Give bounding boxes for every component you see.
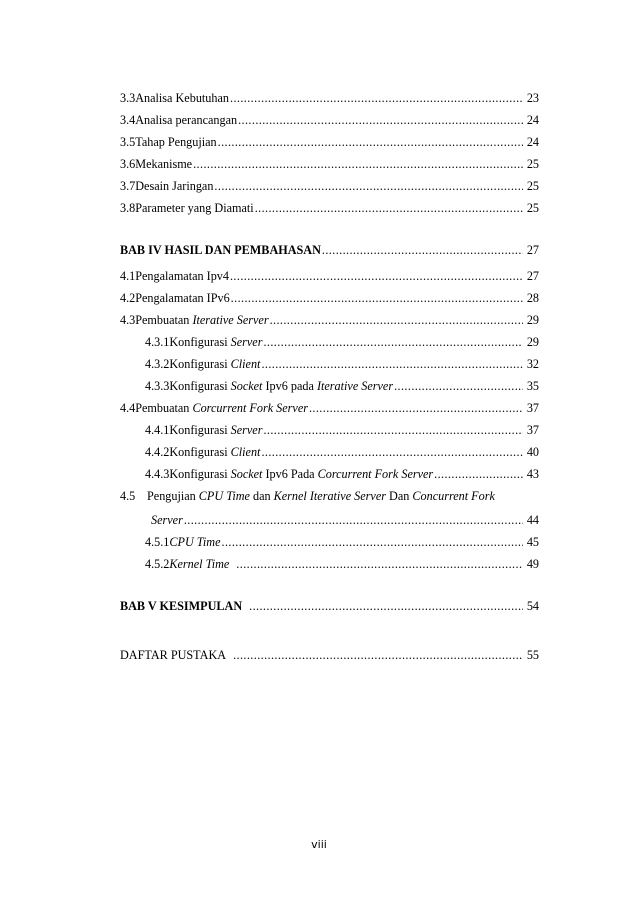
toc-leader xyxy=(270,311,523,329)
toc-title-italic: Server xyxy=(230,335,263,349)
toc-leader xyxy=(230,89,523,107)
toc-leader xyxy=(233,646,523,664)
toc-title-italic: CPU Time xyxy=(198,489,250,503)
toc-page: 37 xyxy=(526,401,539,415)
toc-title: BAB V KESIMPULAN xyxy=(120,599,243,613)
toc-leader xyxy=(322,241,523,259)
toc-title: Tahap Pengujian xyxy=(135,135,217,149)
toc-number: 4.4.2 xyxy=(145,445,170,459)
toc-entry-3-8[interactable] xyxy=(120,199,539,217)
toc-page: 24 xyxy=(526,135,539,149)
toc-title xyxy=(169,421,262,439)
toc-title xyxy=(169,465,433,483)
toc-title: Desain Jaringan xyxy=(135,179,214,193)
toc-title: Pengalamatan IPv6 xyxy=(135,291,230,305)
toc-title: Mekanisme xyxy=(135,157,193,171)
toc-title-italic: Concurrent Fork xyxy=(412,489,495,503)
toc-number: 4.4.3 xyxy=(145,467,170,481)
toc-title: CPU Time xyxy=(169,535,221,549)
toc-title xyxy=(169,377,393,395)
toc-entry-4-4-3[interactable] xyxy=(145,465,539,483)
toc-title-italic: Corcurrent Fork Server xyxy=(317,467,434,481)
toc-entry-4-3[interactable] xyxy=(120,311,539,329)
toc-number: 4.2 xyxy=(120,291,136,305)
toc-title-italic: Client xyxy=(230,357,261,371)
toc-page: 54 xyxy=(526,599,539,613)
toc-entry-4-5[interactable] xyxy=(120,487,495,505)
toc-page: 27 xyxy=(526,269,539,283)
toc-page: 25 xyxy=(526,201,539,215)
toc-leader xyxy=(263,421,523,439)
toc-title-part: Pembuatan xyxy=(135,313,193,327)
toc-title-italic: Client xyxy=(230,445,261,459)
toc-leader xyxy=(261,355,523,373)
toc-leader xyxy=(249,597,523,615)
toc-title-part: Konfigurasi xyxy=(169,335,231,349)
toc-number: 4.4 xyxy=(120,401,136,415)
toc-entry-4-5-1[interactable] xyxy=(145,533,539,551)
toc-page: 25 xyxy=(526,157,539,171)
toc-number: 4.3 xyxy=(120,313,136,327)
toc-leader xyxy=(214,177,523,195)
toc-title xyxy=(169,333,262,351)
toc-leader xyxy=(236,555,523,573)
toc-number: 3.4 xyxy=(120,113,136,127)
toc-leader xyxy=(238,111,523,129)
toc-number: 4.3.2 xyxy=(145,357,170,371)
toc-leader xyxy=(222,533,524,551)
toc-number: 3.6 xyxy=(120,157,136,171)
toc-title-part: Konfigurasi xyxy=(169,357,231,371)
toc-title-italic: Socket xyxy=(230,379,263,393)
page-number: viii xyxy=(311,838,327,851)
toc-title: Pengalamatan Ipv4 xyxy=(135,269,229,283)
toc-title: Analisa Kebutuhan xyxy=(135,91,229,105)
toc-page: 25 xyxy=(526,179,539,193)
toc-number: 4.5.2 xyxy=(145,557,170,571)
toc-title-italic: Iterative Server xyxy=(316,379,394,393)
toc-leader xyxy=(184,511,523,529)
toc-title: Analisa perancangan xyxy=(135,113,238,127)
toc-title-part: Konfigurasi xyxy=(169,467,231,481)
toc-page: 44 xyxy=(526,513,539,527)
toc-leader xyxy=(309,399,523,417)
toc-leader xyxy=(394,377,523,395)
toc-entry-3-4[interactable] xyxy=(120,111,539,129)
toc-title xyxy=(169,443,260,461)
toc-title-part: Dan xyxy=(385,489,413,503)
toc-page: 32 xyxy=(526,357,539,371)
toc-leader xyxy=(261,443,523,461)
toc-title-part: Konfigurasi xyxy=(169,379,231,393)
toc-number: 3.3 xyxy=(120,91,136,105)
toc-title: Kernel Time xyxy=(169,557,230,571)
toc-number: 3.5 xyxy=(120,135,136,149)
toc-title-part: Pembuatan xyxy=(135,401,193,415)
toc-page: 29 xyxy=(526,335,539,349)
toc-leader xyxy=(263,333,523,351)
toc-page: 23 xyxy=(526,91,539,105)
toc-title-part: Pengujian xyxy=(147,489,199,503)
toc-title xyxy=(169,355,260,373)
toc-page: 49 xyxy=(526,557,539,571)
toc-page: 35 xyxy=(526,379,539,393)
toc-title-italic: Corcurrent Fork Server xyxy=(192,401,308,415)
toc-page: 43 xyxy=(526,467,539,481)
toc-page: 55 xyxy=(526,648,539,662)
toc-entry-bab-4[interactable] xyxy=(120,241,539,259)
toc-leader xyxy=(230,267,523,285)
toc-title-part: Konfigurasi xyxy=(169,445,231,459)
toc-title xyxy=(135,311,268,329)
toc-leader xyxy=(255,199,523,217)
toc-entry-3-6[interactable] xyxy=(120,155,539,173)
toc-entry-4-2[interactable] xyxy=(120,289,539,307)
toc-entry-4-3-1[interactable] xyxy=(145,333,539,351)
toc-entry-3-5[interactable] xyxy=(120,133,539,151)
toc-entry-3-3[interactable] xyxy=(120,89,539,107)
toc-entry-4-5-continued[interactable] xyxy=(151,511,539,529)
toc-page: 27 xyxy=(526,243,539,257)
toc-entry-4-4-2[interactable] xyxy=(145,443,539,461)
toc-title-italic: Server xyxy=(230,423,263,437)
toc-title-italic: Iterative Server xyxy=(192,313,269,327)
toc-page: 28 xyxy=(526,291,539,305)
toc-entry-4-4[interactable] xyxy=(120,399,539,417)
toc-entry-4-3-2[interactable] xyxy=(145,355,539,373)
toc-title-part: Ipv6 pada xyxy=(262,379,317,393)
toc-title-part: Konfigurasi xyxy=(169,423,231,437)
toc-title: BAB IV HASIL DAN PEMBAHASAN xyxy=(120,243,321,257)
toc-page: 29 xyxy=(526,313,539,327)
toc-leader xyxy=(193,155,523,173)
toc-title xyxy=(135,399,308,417)
toc-title-italic: Socket xyxy=(230,467,263,481)
toc-number: 3.7 xyxy=(120,179,136,193)
toc-title-italic: Server xyxy=(151,513,183,527)
toc-title: DAFTAR PUSTAKA xyxy=(120,648,227,662)
toc-number: 4.3.3 xyxy=(145,379,170,393)
toc-leader xyxy=(434,465,523,483)
toc-number: 4.5 xyxy=(120,489,136,503)
toc-number: 4.3.1 xyxy=(145,335,170,349)
toc-number: 4.5.1 xyxy=(145,535,170,549)
toc-entry-bab-5[interactable] xyxy=(120,597,539,615)
toc-number: 4.4.1 xyxy=(145,423,170,437)
toc-entry-daftar-pustaka[interactable] xyxy=(120,646,539,664)
toc-number: 3.8 xyxy=(120,201,136,215)
toc-title-part: dan xyxy=(249,489,274,503)
toc-page: 37 xyxy=(526,423,539,437)
toc-leader xyxy=(231,289,523,307)
toc-entry-4-3-3[interactable] xyxy=(145,377,539,395)
toc-entry-4-4-1[interactable] xyxy=(145,421,539,439)
toc-title-italic: Kernel Iterative Server xyxy=(273,489,386,503)
toc-leader xyxy=(218,133,523,151)
toc-page: 24 xyxy=(526,113,539,127)
toc-entry-3-7[interactable] xyxy=(120,177,539,195)
toc-title-part: Ipv6 Pada xyxy=(262,467,318,481)
toc-title: Parameter yang Diamati xyxy=(135,201,254,215)
toc-page: 40 xyxy=(526,445,539,459)
toc-number: 4.1 xyxy=(120,269,136,283)
toc-entry-4-1[interactable] xyxy=(120,267,539,285)
toc-page: 45 xyxy=(526,535,539,549)
toc-entry-4-5-2[interactable] xyxy=(145,555,539,573)
